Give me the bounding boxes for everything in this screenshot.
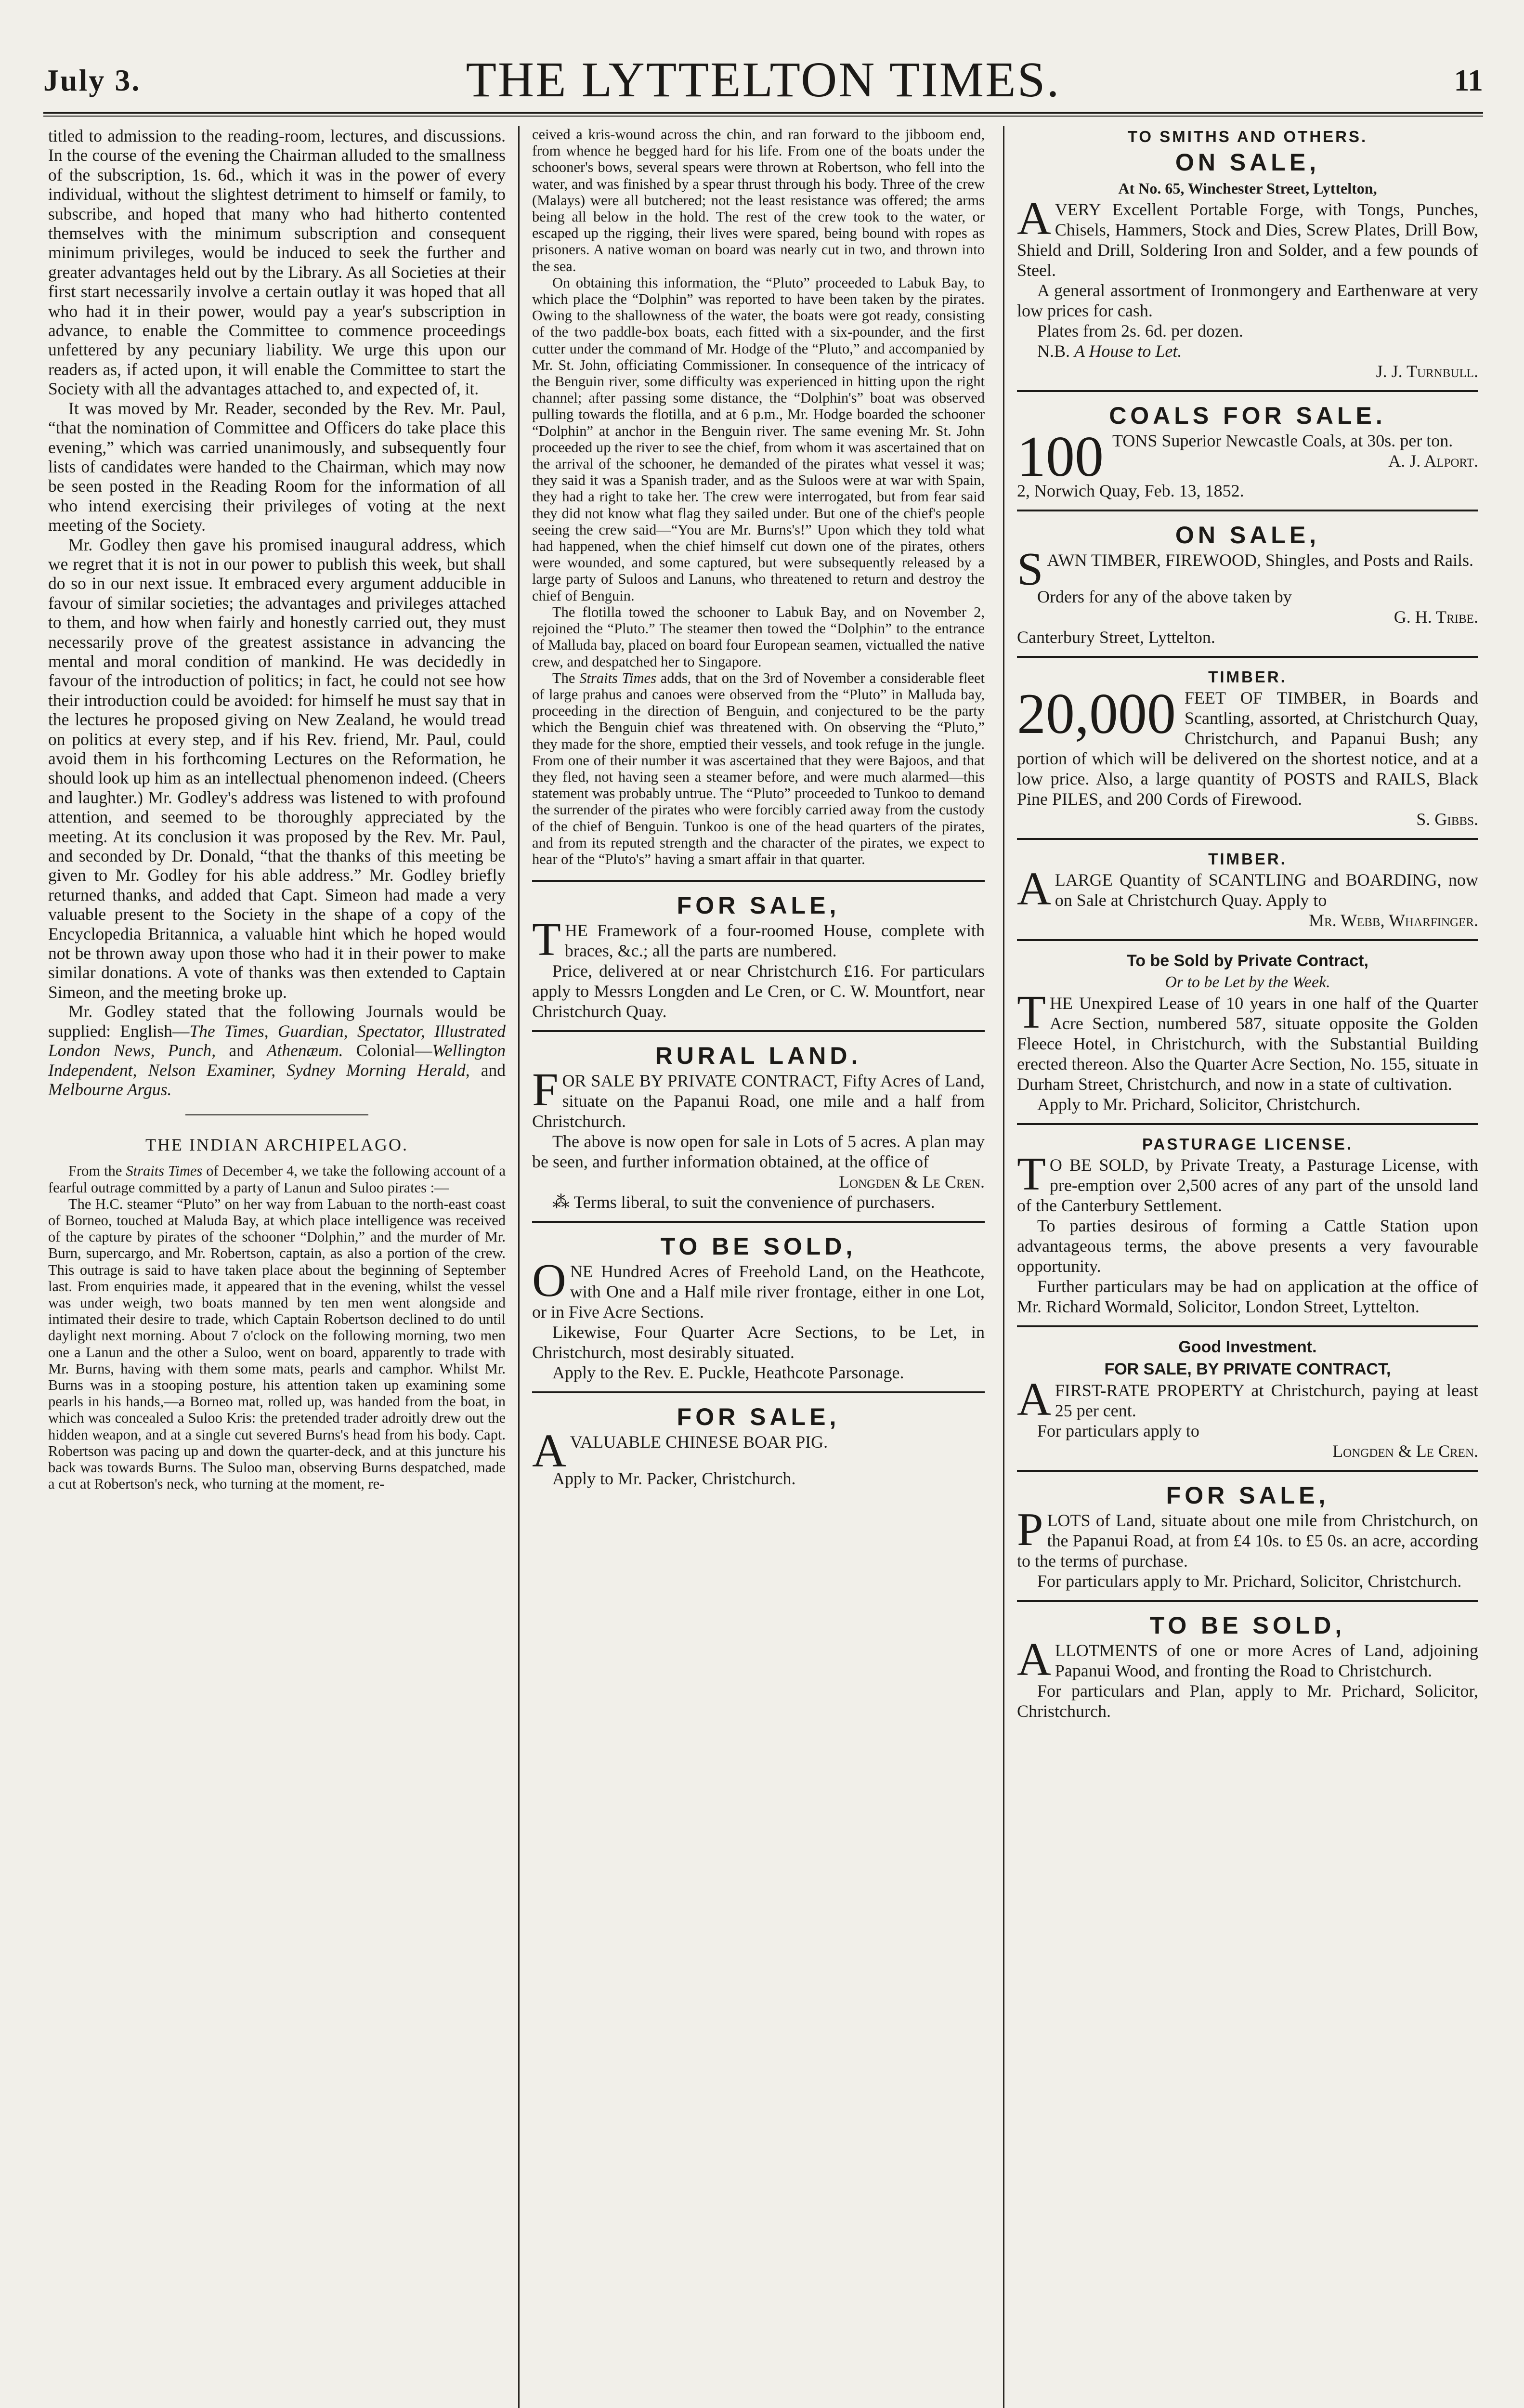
ad-timber-webb: TIMBER. ALARGE Quantity of SCANTLING and BOARDING, now on Sale at Christchurch Quay. Apply to Mr. Webb, Wharfinger. bbox=[1017, 838, 1478, 930]
article-paragraph: ceived a kris-wound across the chin, and ran forward to the jibboom end, from whence he begged hard for his life. From one of the boats under the schooner's bows, several spears were thrown at Robertson, who fell into the water, and was finished by a spear thrust through his body. Three of the crew (Malays) were all butchered; not the least resistance was offered; the arms being all below in the hold. The rest of the crew took to the water, or escaped up the rigging, their lives were spared, being bound with ropes as prisoners. A native woman on board was nearly cut in two, and thrown into the sea. bbox=[532, 126, 985, 275]
article-paragraph: The H.C. steamer “Pluto” on her way from Labuan to the north-east coast of Borneo, touched at Maluda Bay, at which place intelligence was received of the capture by pirates of the schooner “Dolphin,” and the murder of Mr. Burn, supercargo, and Mr. Robertson, captain, as also a portion of the crew. This outrage is said to have taken place about the beginning of September last. From enquiries made, it appeared that in the evening, whilst the vessel was under weigh, two boats manned by ten men went alongside and intimated their desire to trade, which Captain Robertson declined to do until daylight next morning. About 7 o'clock on the following morning, two men one a Lanun and the other a Suloo, went on board, apparently to trade with Mr. Burns, having with them some mats, pearls and camphor. Whilst Mr. Burns was in a stooping posture, his attention taken up examining some pearls in his hands,—a Borneo mat, rolled up, was handed from the boat, in which was concealed a Suloo Kris: the pretended trader adroitly drew out the hidden weapon, and at a single cut severed Burns's head from his body. Capt. Robertson was pacing up and down the quarter-deck, and at this juncture his back was towards Burns. The Suloo man, observing Burns despatched, made a cut at Robertson's neck, who turning at the moment, re- bbox=[48, 1195, 506, 1492]
ad-coals: COALS FOR SALE. 100 TONS Superior Newcastle Coals, at 30s. per ton. A. J. Alport. 2, Norwich Quay, Feb. 13, 1852. bbox=[1017, 390, 1478, 501]
ad-investment: Good Investment. FOR SALE, BY PRIVATE CONTRACT, AFIRST-RATE PROPERTY at Christchurch, paying at least 25 per cent. For particulars apply to Longden & Le Cren. bbox=[1017, 1325, 1478, 1461]
article-paragraph: On obtaining this information, the “Pluto” proceeded to Labuk Bay, to which place the “Dolphin” was reported to have been taken by the pirates. Owing to the shallowness of the water, the boats were got ready, consisting of the two paddle-box boats, each fitted with a six-pounder, and the first cutter under the command of Mr. Hodge of the “Pluto,” and accompanied by Mr. St. John, officiating Commissioner. In consequence of the intricacy of the Benguin river, some difficulty was experienced in hitting upon the right channel; after passing some distance, the “Dolphin's” boat was observed pulling towards the flotilla, and at 6 p.m., Mr. Hodge boarded the schooner “Dolphin” at anchor in the Benguin river. The same evening Mr. St. John proceeded up the river to see the chief, from whom it was ascertained that on the arrival of the schooner, he demanded of the pirates what vessel it was; they said it was a Spanish trader, and as the Suloos were at war with Spain, they had a right to take her. The crew were interrogated, but from fear said they did not know what flag they sailed under. But one of the chief's people seeing the crew said—“You are Mr. Burns's!” Upon which they told what had happened, when the chief himself cut down one of the pirates, others were wounded, and some captured, but were subsequently released by a large party of Suloos and Lanuns, who threatened to return and destroy the chief of Benguin. bbox=[532, 274, 985, 604]
column-divider bbox=[1003, 126, 1004, 2408]
ad-boar: FOR SALE, AVALUABLE CHINESE BOAR PIG. Apply to Mr. Packer, Christchurch. bbox=[532, 1391, 985, 1489]
big-number: 100 bbox=[1017, 424, 1104, 488]
article-paragraph: It was moved by Mr. Reader, seconded by the Rev. Mr. Paul, “that the nomination of Committee and Officers do take place this evening,” which was carried unanimously, and subsequently four lists of candidates were handed to the Chairman, which may now be seen posted in the Reading Room for the information of all who intend exercising their privileges of voting at the next meeting of the Society. bbox=[48, 398, 506, 535]
column-1 bbox=[48, 126, 506, 1492]
ad-subtitle: TIMBER. bbox=[1208, 850, 1287, 868]
ad-subtitle: PASTURAGE LICENSE. bbox=[1142, 1135, 1354, 1153]
ad-signature: Longden & Le Cren. bbox=[839, 1172, 985, 1192]
drop-cap: T bbox=[1017, 986, 1046, 1038]
ad-signature: Mr. Webb, Wharfinger. bbox=[1308, 911, 1478, 930]
ad-sawn-timber: ON SALE, SAWN TIMBER, FIREWOOD, Shingles, and Posts and Rails. Orders for any of the above taken by G. H. Tribe. Canterbury Street, Lyttelton. bbox=[1017, 510, 1478, 647]
ad-signature: J. J. Turnbull. bbox=[1376, 362, 1478, 381]
drop-cap: T bbox=[532, 914, 561, 966]
ad-title: TO BE SOLD, bbox=[660, 1233, 857, 1260]
section-separator bbox=[185, 1114, 368, 1115]
masthead-rule bbox=[43, 112, 1483, 114]
drop-cap: A bbox=[1017, 1634, 1051, 1686]
ad-house-frame: FOR SALE, THE Framework of a four-roomed House, complete with braces, &c.; all the parts are numbered. Price, delivered at or near Christchurch £16. For particulars apply to Messrs Longden and Le Cren, or C. W. Mountfort, near Christchurch Quay. bbox=[532, 880, 985, 1021]
ad-subtitle: To be Sold by Private Contract, bbox=[1127, 952, 1368, 970]
ad-title: FOR SALE, bbox=[677, 1403, 840, 1431]
ad-title: FOR SALE, bbox=[1166, 1482, 1329, 1509]
article-intro: From the Straits Times of December 4, we take the following account of a fearful outrage committed by a party of Lanun and Suloo pirates :— bbox=[48, 1163, 506, 1196]
big-number: 20,000 bbox=[1017, 681, 1176, 746]
ad-signature: Longden & Le Cren. bbox=[1332, 1441, 1478, 1461]
article-body bbox=[48, 1163, 506, 1492]
ad-signature: A. J. Alport. bbox=[1388, 451, 1478, 471]
ad-signature: G. H. Tribe. bbox=[1394, 607, 1478, 627]
ad-private-contract: To be Sold by Private Contract, Or to be Let by the Week. THE Unexpired Lease of 10 years in one half of the Quarter Acre Section, numbered 587, situate opposite the Golden Fleece Hotel, in Christchurch, with the Substantial Building erected thereon. Also the Quarter Acre Section, No. 155, situate in Durham Street, Christchurch, and now in a state of cultivation. Apply to Mr. Prichard, Solicitor, Christchurch. bbox=[1017, 939, 1478, 1114]
ad-title: ON SALE, bbox=[1175, 522, 1320, 549]
ad-title: FOR SALE, bbox=[677, 892, 840, 919]
ad-subtitle: TIMBER. bbox=[1208, 668, 1287, 686]
ad-title: RURAL LAND. bbox=[655, 1042, 862, 1070]
article-paragraph: titled to admission to the reading-room, lectures, and discussions. In the course of the evening the Chairman alluded to the smallness of the subscription, 1s. 6d., which it was in the power of every individual, without the slightest detriment to himself or family, to subscribe, and hoped that many who had hitherto contented themselves with the minimum subscription and consequent minimum privileges, would be induced to seek the further and greater advantages held out by the Library. As all Societies at their first start necessarily involve a certain outlay it was hoped that all who had it in their power, would pay a year's subscription in advance, to enable the Committee to commence proceedings unfettered by any pecuniary liability. We urge this upon our readers as, if acted upon, it will enable the Committee to start the Society with all the advantages attached to, and expected of, it. bbox=[48, 126, 506, 399]
ad-timber-gibbs: TIMBER. 20,000 FEET OF TIMBER, in Boards and Scantling, assorted, at Christchurch Quay, Christchurch, and Papanui Bush; any portion of which will be delivered on the shortest notice, and at a low price. Also, a large quantity of POSTS and RAILS, Black Pine PILES, and 200 Cords of Firewood. S. Gibbs. bbox=[1017, 656, 1478, 829]
article-paragraph: The flotilla towed the schooner to Labuk Bay, and on November 2, rejoined the “Pluto.” The steamer then towed the “Dolphin” to the entrance of Malluda bay, placed on board four European seamen, victualled the native crew, and despatched her to Singapore. bbox=[532, 603, 985, 670]
ad-subtitle: Good Investment. bbox=[1178, 1338, 1317, 1356]
ad-subtitle: TO SMITHS AND OTHERS. bbox=[1127, 128, 1368, 145]
page-number: 11 bbox=[1454, 63, 1483, 97]
article-paragraph: The Straits Times adds, that on the 3rd of November a considerable fleet of large prahus and canoes were observed from the “Pluto” in Malluda bay, proceeding in the direction of Benguin, and conjectured to be the party which the Benguin chief was threatened with. On observing the “Pluto,” they made for the shore, emptied their vessels, and took refuge in the jungle. From one of their number it was ascertained that they were Bajoos, and that they fled, not having seen a steamer before, and were much alarmed—this statement was probably untrue. The “Pluto” proceeded to Tunkoo to demand the surrender of the pirates who were forcibly carried away from the custody of the chief of Benguin. Tunkoo is one of the head quarters of the pirates, and from its reputed strength and the character of the pirates, we expect to hear of the “Pluto's” having a smart affair in that quarter. bbox=[532, 669, 985, 867]
column-divider bbox=[518, 126, 520, 2408]
ad-freehold-land: TO BE SOLD, ONE Hundred Acres of Freehold Land, on the Heathcote, with One and a Half mile river frontage, either in one Lot, or in Five Acre Sections. Likewise, Four Quarter Acre Sections, to be Let, in Christchurch, most desirably situated. Apply to the Rev. E. Puckle, Heathcote Parsonage. bbox=[532, 1221, 985, 1383]
drop-cap: F bbox=[532, 1064, 559, 1116]
drop-cap: A bbox=[1017, 193, 1051, 245]
ad-allotments: TO BE SOLD, ALLOTMENTS of one or more Acres of Land, adjoining Papanui Wood, and fronting the Road to Christchurch. For particulars and Plan, apply to Mr. Prichard, Solicitor, Christchurch. bbox=[1017, 1600, 1478, 1721]
ad-smiths: TO SMITHS AND OTHERS. ON SALE, At No. 65, Winchester Street, Lyttelton, AVERY Excellent Portable Forge, with Tongs, Punches, Chisels, Hammers, Stock and Dies, Screw Plates, Drill Bow, Shield and Drill, Soldering Iron and Solder, and a few pounds of Steel. A general assortment of Ironmongery and Earthenware at very low prices for cash. Plates from 2s. 6d. per dozen. N.B. A House to Let. J. J. Turnbull. bbox=[1017, 126, 1478, 381]
drop-cap: P bbox=[1017, 1504, 1043, 1556]
column-3 bbox=[1017, 126, 1478, 1721]
ad-plots: FOR SALE, PLOTS of Land, situate about one mile from Christchurch, on the Papanui Road, at from £4 10s. to £5 0s. an acre, according to the terms of purchase. For particulars apply to Mr. Prichard, Solicitor, Christchurch. bbox=[1017, 1470, 1478, 1591]
article-paragraph: Mr. Godley then gave his promised inaugural address, which we regret that it is not in our power to publish this week, but shall do so in our next issue. It embraced every argument adducible in favour of similar societies; the advantages and privileges attached to them, and how when fairly and honestly carried out, they must necessarily prove of the greatest assistance in advancing the mental and moral condition of mankind. He was decidedly in favour of the introduction of politics; in fact, he could not see how their introduction could be avoided: for himself he must say that in the lectures he proposed giving on New Zealand, he would tread on politics at every step, and if his Rev. friend, Mr. Paul, could avoid them in his forthcoming Lectures on the Reformation, he should look up him as an intellectual phenomenon indeed. (Cheers and laughter.) Mr. Godley's address was listened to with profound attention, and seemed to be thoroughly appreciated by the meeting. At its conclusion it was proposed by the Rev. Mr. Paul, and seconded by Dr. Donald, “that the thanks of this meeting be given to Mr. Godley for his able address.” Mr. Godley briefly returned thanks, and added that Capt. Simeon had made a very valuable present to the Society in the shape of a copy of the Encyclopedia Britannica, a valuable hint which he hoped would not be thrown away upon those who had it in their power to make similar donations. A vote of thanks was then extended to Captain Simeon, and the meeting broke up. bbox=[48, 535, 506, 1002]
ad-title: ON SALE, bbox=[1175, 149, 1320, 176]
issue-date: July 3. bbox=[43, 63, 141, 97]
ad-title: COALS FOR SALE. bbox=[1109, 402, 1386, 429]
column-2 bbox=[532, 126, 985, 1489]
ad-title: TO BE SOLD, bbox=[1149, 1612, 1346, 1639]
journals-paragraph: Mr. Godley stated that the following Journals would be supplied: English—The Times, Guardian, Spectator, Illustrated London News, Punch, and Athenæum. Colonial—Wellington Independent, Nelson Examiner, Sydney Morning Herald, and Melbourne Argus. bbox=[48, 1002, 506, 1099]
drop-cap: O bbox=[532, 1255, 566, 1307]
article-title: THE INDIAN ARCHIPELAGO. bbox=[145, 1135, 408, 1155]
drop-cap: A bbox=[1017, 1374, 1051, 1426]
ad-rural-land: RURAL LAND. FOR SALE BY PRIVATE CONTRACT, Fifty Acres of Land, situate on the Papanui Road, one mile and a half from Christchurch. The above is now open for sale in Lots of 5 acres. A plan may be seen, and further information obtained, at the office of Longden & Le Cren. ⁂ Terms liberal, to suit the convenience of purchasers. bbox=[532, 1030, 985, 1212]
masthead bbox=[43, 48, 1483, 111]
masthead-rule-thin bbox=[43, 116, 1483, 117]
drop-cap: A bbox=[532, 1425, 566, 1478]
drop-cap: T bbox=[1017, 1148, 1046, 1200]
drop-cap: S bbox=[1017, 543, 1043, 595]
newspaper-title: THE LYTTELTON TIMES. bbox=[466, 52, 1061, 107]
drop-cap: A bbox=[1017, 863, 1051, 915]
ad-signature: S. Gibbs. bbox=[1416, 810, 1478, 829]
ad-pasturage: PASTURAGE LICENSE. T O BE SOLD, by Private Treaty, a Pasturage License, with pre-emption over 2,500 acres of any part of the unsold land of the Canterbury Settlement. To parties desirous of forming a Cattle Station upon advantageous terms, the above presents a very favourable opportunity. Further particulars may be had on application at the office of Mr. Richard Wormald, Solicitor, London Street, Lyttelton. bbox=[1017, 1123, 1478, 1317]
